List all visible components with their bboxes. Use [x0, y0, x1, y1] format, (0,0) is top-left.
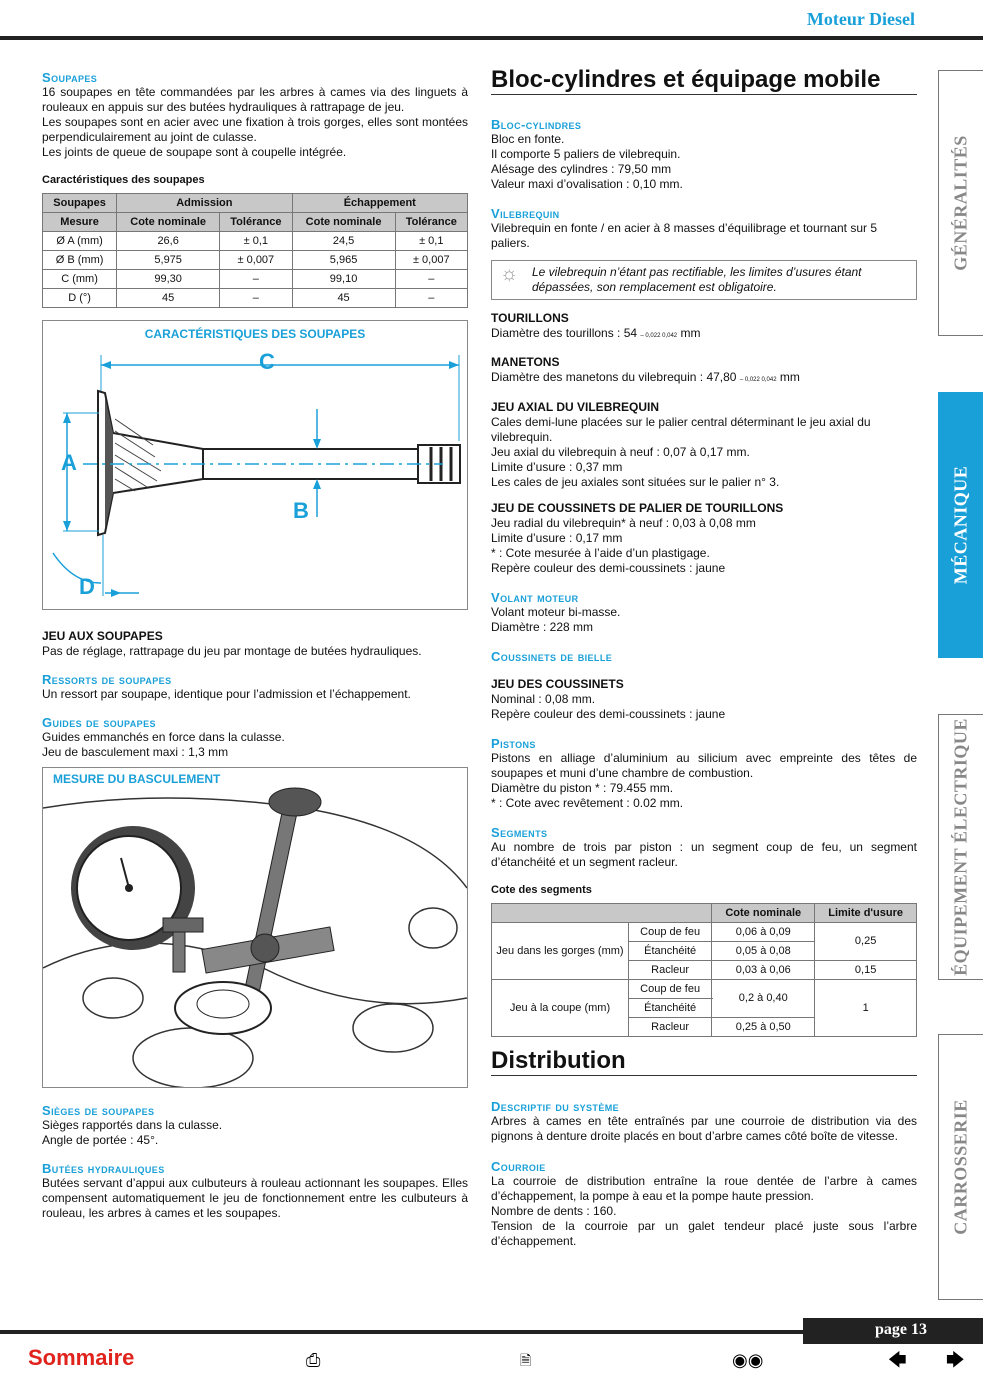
distribution-heading: Distribution — [491, 1047, 917, 1076]
table-cell: ± 0,1 — [395, 232, 467, 251]
table-cell: 99,30 — [117, 270, 220, 289]
section-title-descriptif: Descriptif du système — [491, 1099, 620, 1114]
arrow-left-icon[interactable]: 🡄 — [888, 1350, 907, 1370]
measure-figure — [42, 767, 468, 1088]
page-number-box — [803, 1318, 983, 1344]
label-a: A — [61, 450, 77, 475]
table-cell: 0,2 à 0,40 — [712, 980, 815, 1018]
table-cell: Étanchéité — [629, 999, 712, 1018]
tab-equipement-electrique[interactable] — [938, 714, 983, 980]
table-cell: Racleur — [629, 1018, 712, 1037]
tab-generalites-label: GÉNÉRALITÉS — [950, 135, 971, 271]
guides-text: Guides emmanchés en force dans la culasse. Jeu de basculement maxi : 1,3 mm — [42, 730, 285, 759]
tab-carrosserie[interactable] — [938, 1034, 983, 1300]
th-blank — [492, 904, 712, 923]
tab-generalites[interactable] — [938, 70, 983, 336]
table-cell: 5,975 — [117, 251, 220, 270]
table-cell: – — [220, 270, 292, 289]
jeu-axial-title: JEU AXIAL DU VILEBREQUIN — [491, 400, 660, 414]
cote-segments-title: Cote des segments — [491, 884, 592, 896]
tourillons-tolerance: – 0,022 0,042 — [640, 333, 678, 339]
tab-carrosserie-label: CARROSSERIE — [950, 1099, 971, 1235]
jeu-des-coussinets-text: Nominal : 0,08 mm. Repère couleur des demi-coussinets : jaune — [491, 692, 726, 721]
butees-text: Butées servant d’appui aux culbuteurs à rouleau actionnant les soupapes. Elles compensent automatiquement le jeu de fonctionnement entre les culbuteurs à rouleau, les arbres à cames et les soupapes. — [42, 1176, 468, 1220]
section-title-vilebrequin: Vilebrequin — [491, 206, 560, 221]
table-cell: – — [395, 289, 467, 308]
group-coupe: Jeu à la coupe (mm) — [492, 980, 629, 1037]
table-cell: 45 — [292, 289, 395, 308]
manetons-tolerance: – 0,022 0,042 — [739, 377, 777, 383]
page-number: page 13 — [875, 1321, 927, 1338]
tab-mecanique[interactable] — [938, 392, 983, 658]
group-gorges: Jeu dans les gorges (mm) — [492, 923, 629, 980]
table-cell: 26,6 — [117, 232, 220, 251]
volant-text: Volant moteur bi-masse. Diamètre : 228 mm — [491, 605, 621, 634]
table-cell: 99,10 — [292, 270, 395, 289]
table-cell: D (°) — [43, 289, 117, 308]
bloc-text: Bloc en fonte. Il comporte 5 paliers de vilebrequin. Alésage des cylindres : 79,50 mm Valeur maxi d’ovalisation : 0,10 mm. — [491, 132, 683, 191]
pistons-text: Pistons en alliage d’aluminium au silicium avec empreinte des têtes de soupapes et muni d’une chambre de combustion. Diamètre du piston * : 79.455 mm. * : Cote avec revêtement : 0.02 mm. — [491, 751, 917, 810]
caract-table-title: Caractéristiques des soupapes — [42, 174, 205, 186]
table-cell: 1 — [815, 980, 917, 1037]
table-cell: – — [395, 270, 467, 289]
dial-gauge-drawing — [43, 768, 467, 1087]
segments-table — [491, 903, 917, 1037]
tourillons-line — [491, 326, 917, 344]
tab-mecanique-label: MÉCANIQUE — [950, 465, 971, 585]
table-cell: 0,06 à 0,09 — [712, 923, 815, 942]
label-b: B — [293, 498, 309, 523]
table-row — [492, 923, 917, 942]
section-title-segments: Segments — [491, 825, 548, 840]
section-title-butees: Butées hydrauliques — [42, 1161, 165, 1176]
table-cell: Racleur — [629, 961, 712, 980]
table-cell: 5,965 — [292, 251, 395, 270]
table-row — [43, 270, 468, 289]
soupapes-text: 16 soupapes en tête commandées par les arbres à cames via des linguets à rouleaux en appuis sur des butées hydrauliques à rattrapage de jeu. Les soupapes sont en acier avec une fixation à trois gorges, elles sont montées perpendiculairement au joint de culasse. Les joints de queue de soupape sont à coupelle intégrée. — [42, 85, 468, 159]
document-search-icon[interactable]: 🗎 — [520, 1352, 532, 1368]
th-mesure: Mesure — [43, 213, 117, 232]
table-cell: 0,15 — [815, 961, 917, 980]
table-cell: – — [220, 289, 292, 308]
sommaire-link[interactable]: Sommaire — [28, 1345, 135, 1370]
section-title-guides: Guides de soupapes — [42, 715, 156, 730]
th-tol-ech: Tolérance — [395, 213, 467, 232]
valve-figure-title: CARACTÉRISTIQUES DES SOUPAPES — [144, 327, 366, 341]
manetons-title: MANETONS — [491, 355, 560, 369]
vilebrequin-note-text: Le vilebrequin n’étant pas rectifiable, les limites d’usures étant dépassées, son remplacement est obligatoire. — [532, 265, 862, 294]
sieges-text: Sièges rapportés dans la culasse. Angle de portée : 45°. — [42, 1118, 223, 1147]
section-title-courroie: Courroie — [491, 1159, 546, 1174]
label-d: D — [79, 574, 95, 599]
manetons-unit: mm — [779, 370, 800, 384]
left-column — [42, 70, 468, 1221]
section-title-coussinets-bielle: Coussinets de bielle — [491, 649, 613, 664]
th-admission: Admission — [117, 194, 292, 213]
lightbulb-icon: ☼ — [500, 263, 519, 285]
tourillons-title: TOURILLONS — [491, 311, 569, 325]
section-title-ressorts: Ressorts de soupapes — [42, 672, 172, 687]
measure-figure-title: MESURE DU BASCULEMENT — [53, 772, 221, 786]
courroie-text: La courroie de distribution entraîne la roue dentée de l’arbre à cames d’échappement, la pompe à eau et la pompe haute pression. Nombre de dents : 160. Tension de la courroie par un galet tendeur placé juste sous l’arbre d’échappement. — [491, 1174, 917, 1248]
tourillons-text: Diamètre des tourillons : 54 — [491, 326, 638, 340]
section-title-sieges: Sièges de soupapes — [42, 1103, 155, 1118]
table-cell: 24,5 — [292, 232, 395, 251]
table-cell: C (mm) — [43, 270, 117, 289]
table-cell: 45 — [117, 289, 220, 308]
vilebrequin-note — [491, 260, 917, 300]
ressorts-text: Un ressort par soupape, identique pour l’admission et l’échappement. — [42, 687, 411, 701]
th-tol-adm: Tolérance — [220, 213, 292, 232]
table-row — [492, 980, 917, 999]
jeu-soupapes-text: Pas de réglage, rattrapage du jeu par montage de butées hydrauliques. — [42, 644, 422, 658]
vilebrequin-text: Vilebrequin en fonte / en acier à 8 masses d’équilibrage et tournant sur 5 paliers. — [491, 221, 878, 250]
jeu-axial-text: Cales demi-lune placées sur le palier central déterminant le jeu axial du vilebrequin. Jeu axial du vilebrequin à neuf : 0,07 à 0,17 mm. Limite d’usure : 0,37 mm Les cales de jeu axiales sont situées sur le palier n° 3. — [491, 415, 871, 489]
th-cote-adm: Cote nominale — [117, 213, 220, 232]
section-title-soupapes: Soupapes — [42, 70, 98, 85]
th-limite-usure: Limite d'usure — [815, 904, 917, 923]
valve-drawing — [43, 321, 467, 609]
tab-equipement-label: ÉQUIPEMENT ÉLECTRIQUE — [950, 718, 971, 976]
table-cell: ± 0,007 — [395, 251, 467, 270]
valve-figure — [42, 320, 468, 610]
table-cell: 0,05 à 0,08 — [712, 942, 815, 961]
section-title-bloc: Bloc-cylindres — [491, 117, 582, 132]
table-cell: Coup de feu — [629, 923, 712, 942]
table-cell: ± 0,1 — [220, 232, 292, 251]
jeu-des-coussinets-title: JEU DES COUSSINETS — [491, 677, 624, 691]
print-icon[interactable]: ⎙ — [306, 1350, 321, 1370]
segments-text: Au nombre de trois par piston : un segment coup de feu, un segment d’étanchéité et un segment racleur. — [491, 840, 917, 869]
table-cell: 0,03 à 0,06 — [712, 961, 815, 980]
jeu-coussinets-title: JEU DE COUSSINETS DE PALIER DE TOURILLONS — [491, 501, 784, 515]
manetons-text: Diamètre des manetons du vilebrequin : 47,80 — [491, 370, 737, 384]
table-row — [43, 232, 468, 251]
table-cell: Coup de feu — [629, 980, 712, 999]
th-cote-nominale: Cote nominale — [712, 904, 815, 923]
table-cell: 0,25 — [815, 923, 917, 961]
jeu-soupapes-title: JEU AUX SOUPAPES — [42, 629, 163, 643]
descriptif-text: Arbres à cames en tête entraînés par une courroie de distribution via des pignons à denture droite placés en bout d’arbre cames côté boîte de vitesse. — [491, 1114, 917, 1143]
table-cell: ± 0,007 — [220, 251, 292, 270]
table-cell: Ø A (mm) — [43, 232, 117, 251]
th-cote-ech: Cote nominale — [292, 213, 395, 232]
table-cell: 0,25 à 0,50 — [712, 1018, 815, 1037]
right-column — [491, 66, 917, 1249]
top-rule — [0, 36, 983, 40]
th-soupapes: Soupapes — [43, 194, 117, 213]
jeu-coussinets-text: Jeu radial du vilebrequin* à neuf : 0,03 à 0,08 mm Limite d’usure : 0,17 mm * : Cote mesurée à l’aide d’un plastigage. Repère couleur des demi-coussinets : jaune — [491, 516, 756, 575]
arrow-right-icon[interactable]: 🡆 — [946, 1350, 965, 1370]
manetons-line — [491, 370, 917, 388]
binoculars-icon[interactable]: ◉◉ — [732, 1350, 764, 1370]
th-echappement: Échappement — [292, 194, 467, 213]
table-cell: Étanchéité — [629, 942, 712, 961]
soupapes-table — [42, 193, 468, 308]
section-title-pistons: Pistons — [491, 736, 536, 751]
table-cell: Ø B (mm) — [43, 251, 117, 270]
table-row — [43, 251, 468, 270]
section-title-volant: Volant moteur — [491, 590, 579, 605]
label-c: C — [259, 349, 275, 374]
document-title: Moteur Diesel — [806, 9, 915, 29]
tourillons-unit: mm — [680, 326, 701, 340]
table-row — [43, 289, 468, 308]
bloc-heading: Bloc-cylindres et équipage mobile — [491, 66, 917, 95]
